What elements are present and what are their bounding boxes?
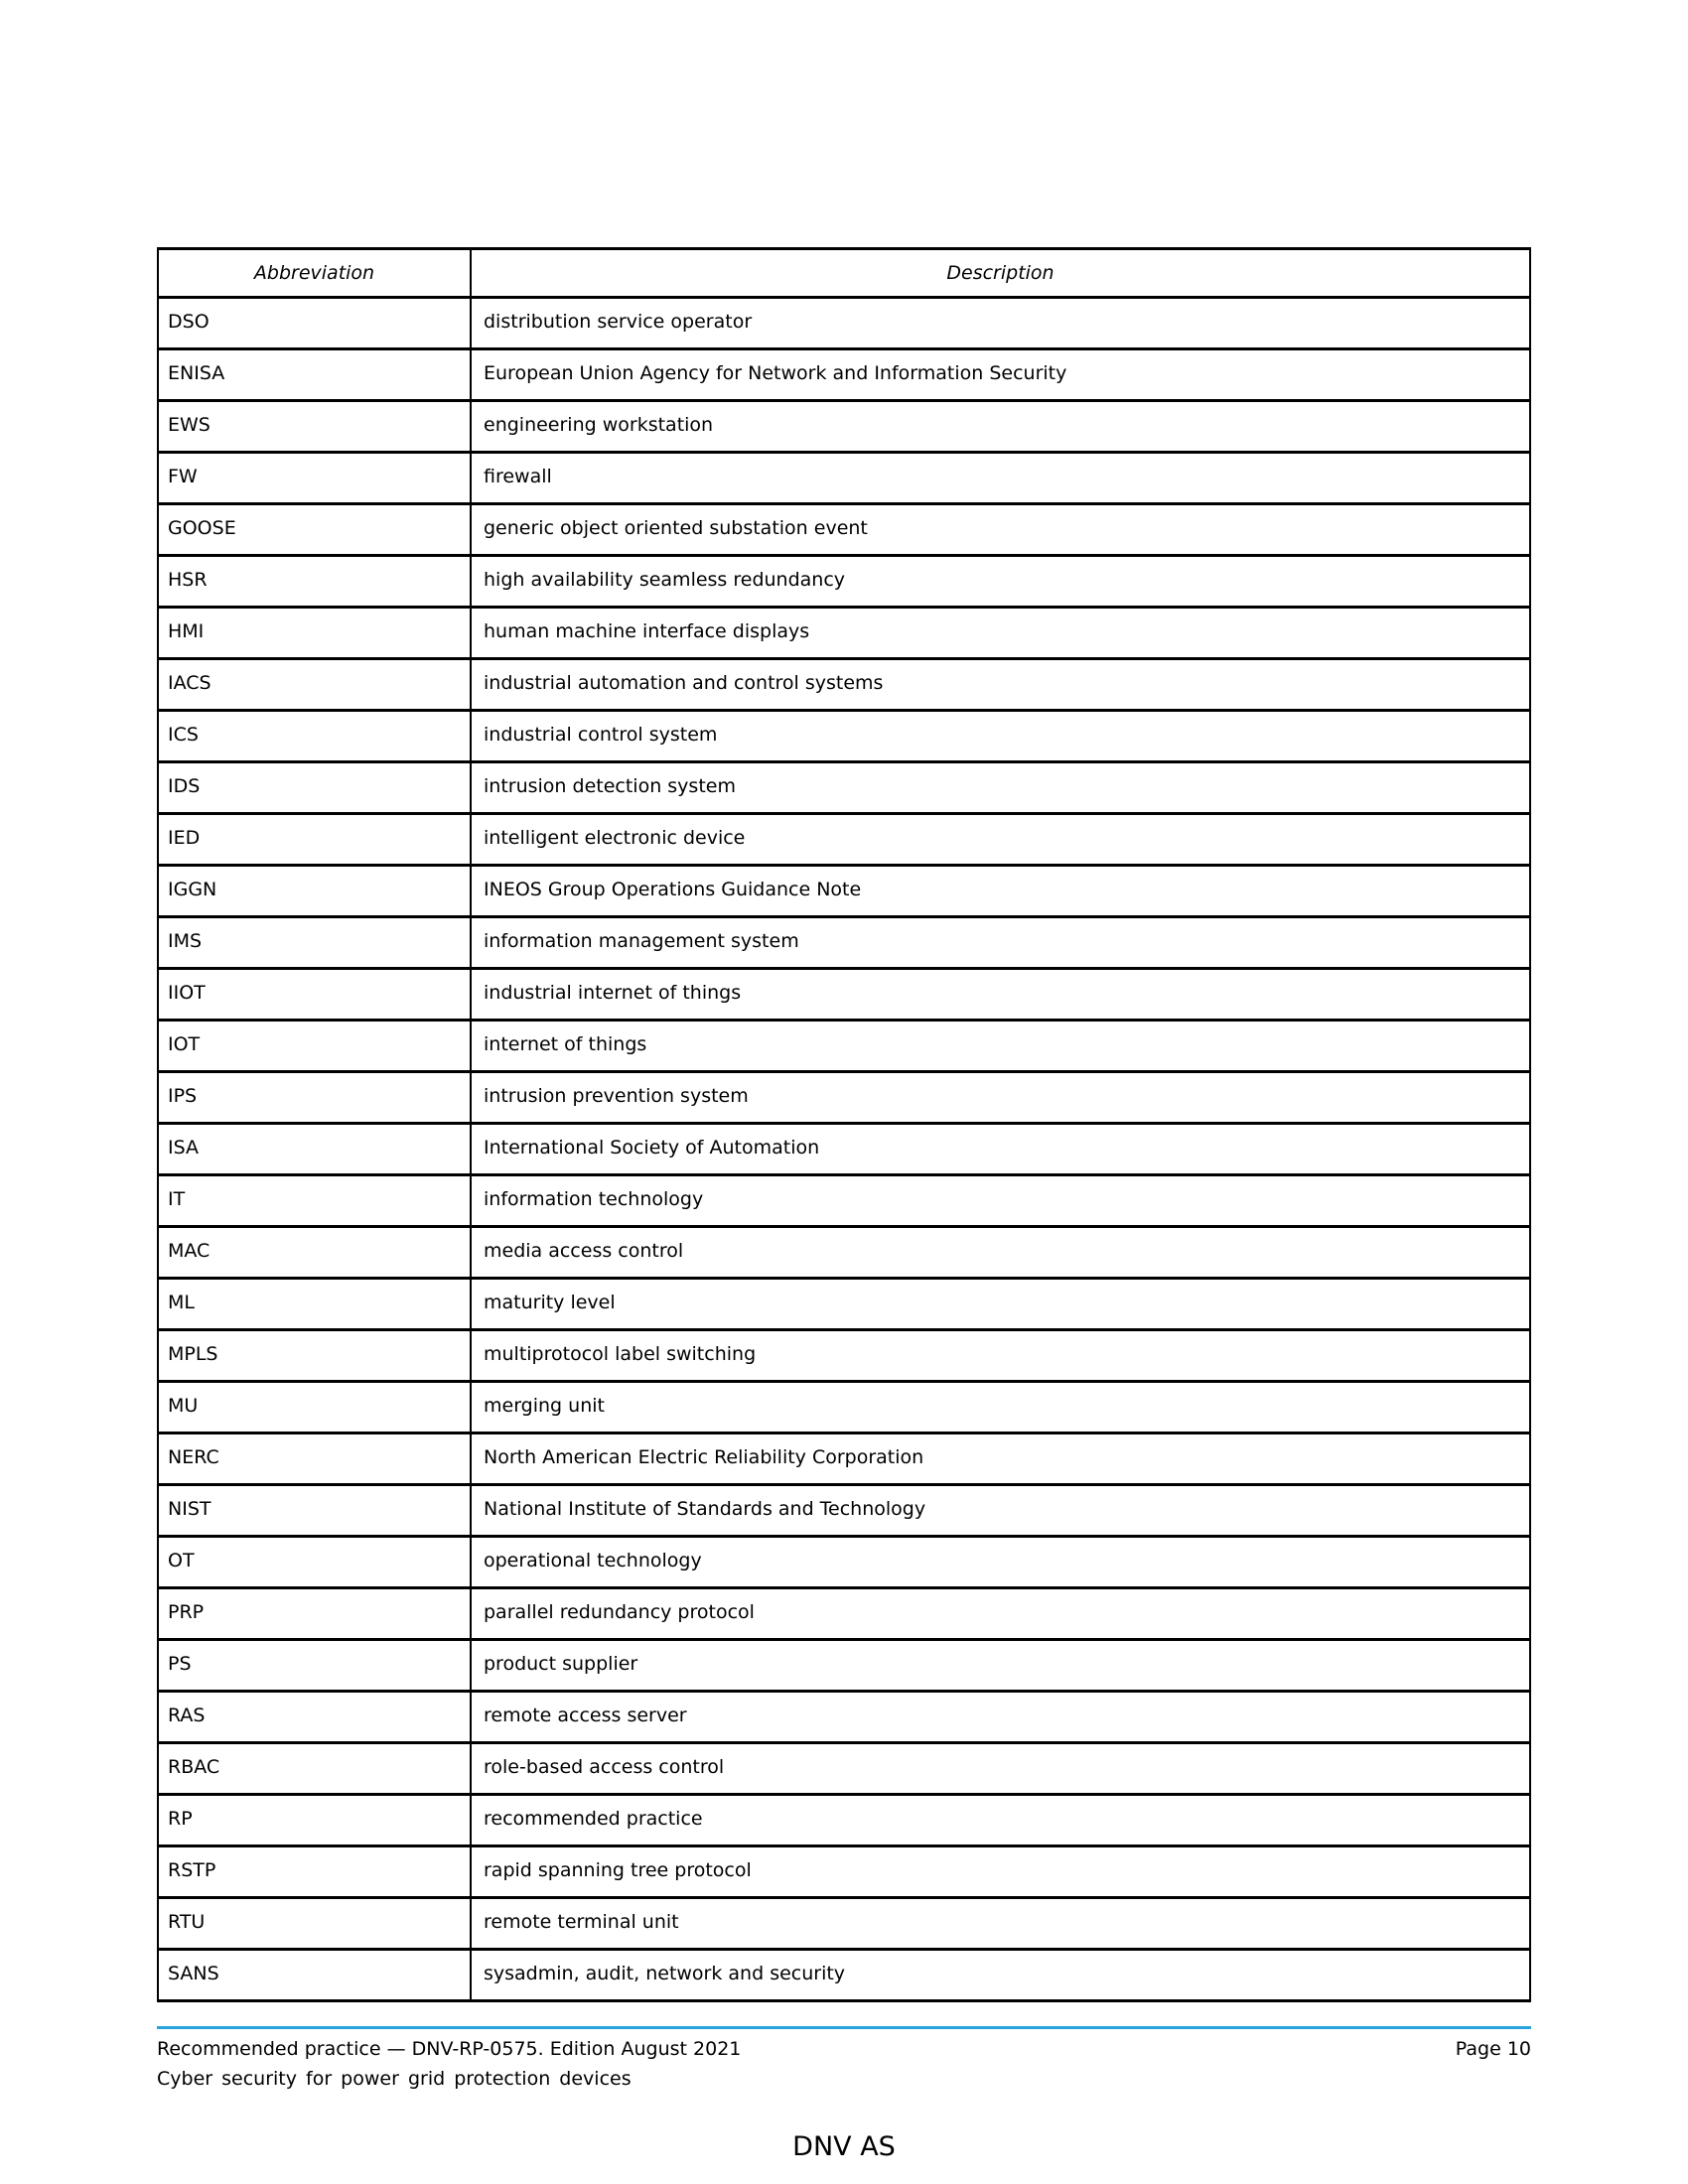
table-row [158, 711, 1530, 762]
abbreviation-cell: DSO [158, 298, 471, 349]
abbreviation-cell: IMS [158, 917, 471, 969]
table-row [158, 1021, 1530, 1072]
abbreviation-cell: IGGN [158, 866, 471, 917]
table-row [158, 1846, 1530, 1898]
footer-divider-rule [157, 2026, 1531, 2029]
abbreviation-cell: SANS [158, 1950, 471, 2001]
description-cell: product supplier [471, 1640, 1530, 1692]
description-cell: European Union Agency for Network and Information Security [471, 349, 1530, 401]
column-header-abbreviation: Abbreviation [158, 249, 471, 298]
abbreviation-cell: RBAC [158, 1743, 471, 1795]
description-cell: National Institute of Standards and Technology [471, 1485, 1530, 1537]
description-cell: information management system [471, 917, 1530, 969]
description-cell: intrusion detection system [471, 762, 1530, 814]
description-cell: media access control [471, 1227, 1530, 1279]
table-row [158, 1537, 1530, 1588]
description-cell: recommended practice [471, 1795, 1530, 1846]
footer-page-number: Page 10 [1455, 2038, 1531, 2060]
abbreviation-cell: EWS [158, 401, 471, 453]
abbreviation-cell: NERC [158, 1433, 471, 1485]
table-row [158, 349, 1530, 401]
footer-publisher: DNV AS [792, 2131, 896, 2162]
abbreviation-cell: FW [158, 453, 471, 504]
description-cell: firewall [471, 453, 1530, 504]
description-cell: internet of things [471, 1021, 1530, 1072]
table-row [158, 453, 1530, 504]
table-row [158, 969, 1530, 1021]
description-cell: high availability seamless redundancy [471, 556, 1530, 608]
description-cell: intelligent electronic device [471, 814, 1530, 866]
table-row [158, 401, 1530, 453]
abbreviation-cell: RP [158, 1795, 471, 1846]
table-row [158, 917, 1530, 969]
table-row [158, 1382, 1530, 1433]
abbreviation-cell: MU [158, 1382, 471, 1433]
table-row [158, 1433, 1530, 1485]
table-row [158, 1795, 1530, 1846]
abbreviation-cell: IT [158, 1175, 471, 1227]
abbreviation-cell: IOT [158, 1021, 471, 1072]
description-cell: merging unit [471, 1382, 1530, 1433]
table-row [158, 659, 1530, 711]
description-cell: sysadmin, audit, network and security [471, 1950, 1530, 2001]
table-row [158, 1175, 1530, 1227]
abbreviation-cell: PS [158, 1640, 471, 1692]
abbreviation-cell: IDS [158, 762, 471, 814]
table-header-row [158, 249, 1530, 298]
description-cell: industrial control system [471, 711, 1530, 762]
table-row [158, 608, 1530, 659]
description-cell: rapid spanning tree protocol [471, 1846, 1530, 1898]
abbreviations-table [157, 247, 1531, 2002]
abbreviation-cell: IACS [158, 659, 471, 711]
table-row [158, 866, 1530, 917]
abbreviation-cell: IED [158, 814, 471, 866]
description-cell: industrial automation and control systems [471, 659, 1530, 711]
footer-document-title: Recommended practice — DNV-RP-0575. Edition August 2021 [157, 2038, 742, 2060]
description-cell: International Society of Automation [471, 1124, 1530, 1175]
table-row [158, 1950, 1530, 2001]
abbreviation-cell: HMI [158, 608, 471, 659]
table-row [158, 1743, 1530, 1795]
abbreviation-cell: RAS [158, 1692, 471, 1743]
description-cell: multiprotocol label switching [471, 1330, 1530, 1382]
abbreviation-cell: RTU [158, 1898, 471, 1950]
description-cell: maturity level [471, 1279, 1530, 1330]
description-cell: engineering workstation [471, 401, 1530, 453]
table-row [158, 762, 1530, 814]
table-row [158, 1227, 1530, 1279]
table-row [158, 1330, 1530, 1382]
description-cell: role-based access control [471, 1743, 1530, 1795]
description-cell: industrial internet of things [471, 969, 1530, 1021]
description-cell: North American Electric Reliability Corporation [471, 1433, 1530, 1485]
table-row [158, 1588, 1530, 1640]
table-row [158, 1072, 1530, 1124]
abbreviation-cell: MAC [158, 1227, 471, 1279]
abbreviation-cell: ENISA [158, 349, 471, 401]
abbreviation-cell: ISA [158, 1124, 471, 1175]
description-cell: human machine interface displays [471, 608, 1530, 659]
abbreviation-cell: GOOSE [158, 504, 471, 556]
table-row [158, 1124, 1530, 1175]
table-row [158, 814, 1530, 866]
column-header-description: Description [471, 249, 1530, 298]
abbreviation-cell: OT [158, 1537, 471, 1588]
abbreviation-cell: HSR [158, 556, 471, 608]
description-cell: distribution service operator [471, 298, 1530, 349]
description-cell: parallel redundancy protocol [471, 1588, 1530, 1640]
table-row [158, 1485, 1530, 1537]
description-cell: information technology [471, 1175, 1530, 1227]
abbreviation-cell: MPLS [158, 1330, 471, 1382]
abbreviation-cell: PRP [158, 1588, 471, 1640]
description-cell: operational technology [471, 1537, 1530, 1588]
table-row [158, 1640, 1530, 1692]
description-cell: INEOS Group Operations Guidance Note [471, 866, 1530, 917]
abbreviation-cell: NIST [158, 1485, 471, 1537]
table-row [158, 1692, 1530, 1743]
footer-document-subtitle: Cyber security for power grid protection devices [157, 2068, 632, 2090]
abbreviation-cell: IIOT [158, 969, 471, 1021]
table-row [158, 504, 1530, 556]
description-cell: intrusion prevention system [471, 1072, 1530, 1124]
abbreviation-cell: RSTP [158, 1846, 471, 1898]
abbreviation-cell: ML [158, 1279, 471, 1330]
description-cell: generic object oriented substation event [471, 504, 1530, 556]
table-row [158, 1898, 1530, 1950]
table-row [158, 1279, 1530, 1330]
table-row [158, 298, 1530, 349]
table-row [158, 556, 1530, 608]
description-cell: remote access server [471, 1692, 1530, 1743]
abbreviation-cell: ICS [158, 711, 471, 762]
description-cell: remote terminal unit [471, 1898, 1530, 1950]
abbreviation-cell: IPS [158, 1072, 471, 1124]
